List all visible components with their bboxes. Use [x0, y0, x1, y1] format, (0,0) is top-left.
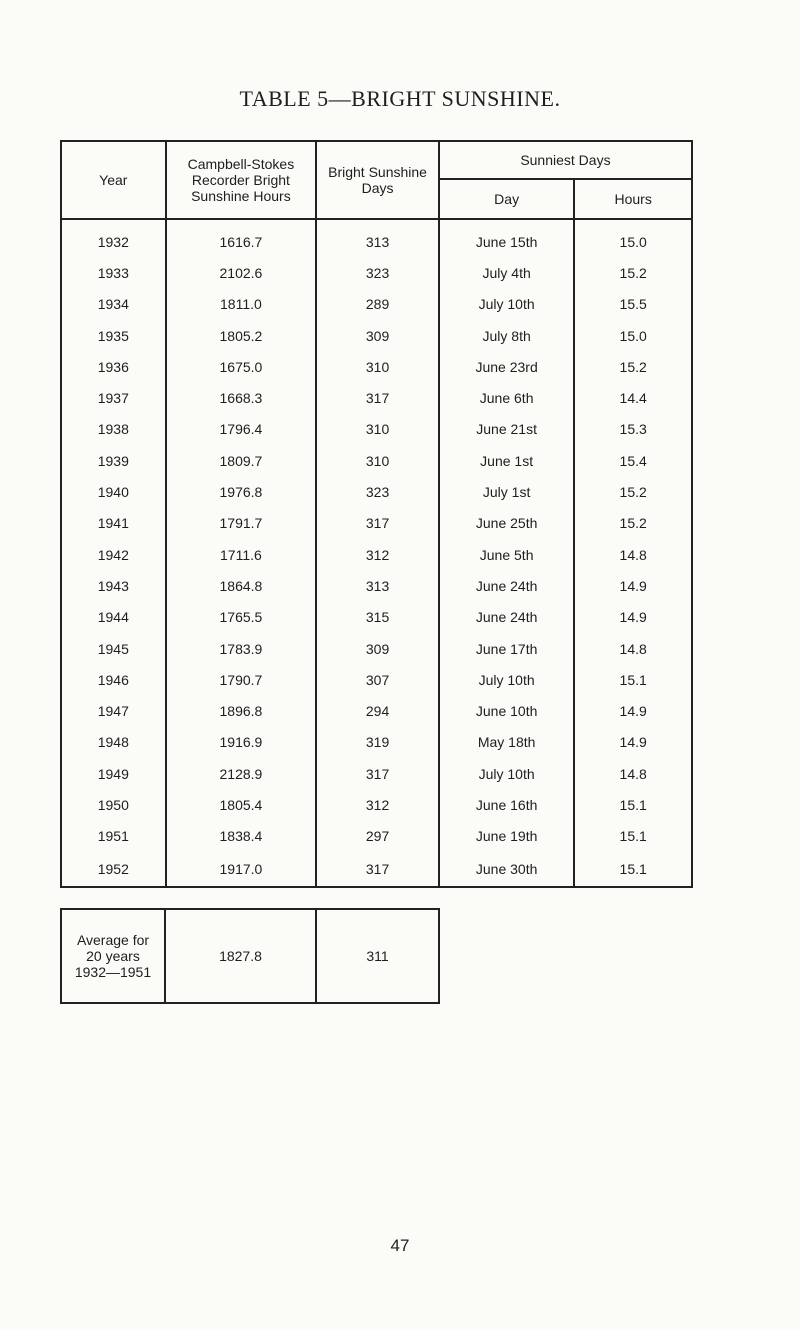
- cell-hours: 1896.8: [166, 695, 317, 726]
- cell-day: June 10th: [439, 695, 574, 726]
- cell-days: 307: [316, 664, 439, 695]
- cell-days: 289: [316, 289, 439, 320]
- cell-sun-hours: 15.1: [574, 821, 692, 852]
- cell-year: 1939: [61, 445, 166, 476]
- cell-year: 1941: [61, 508, 166, 539]
- cell-day: June 30th: [439, 852, 574, 887]
- header-sunshine-days: Bright Sunshine Days: [316, 141, 439, 219]
- cell-year: 1936: [61, 351, 166, 382]
- table-row: [61, 445, 692, 476]
- header-sunniest-days: Sunniest Days: [439, 141, 692, 179]
- cell-days: 297: [316, 821, 439, 852]
- cell-year: 1932: [61, 219, 166, 257]
- cell-hours: 1616.7: [166, 219, 317, 257]
- cell-day: June 24th: [439, 602, 574, 633]
- table-row: [61, 758, 692, 789]
- cell-year: 1938: [61, 414, 166, 445]
- header-hours: Hours: [574, 179, 692, 219]
- cell-days: 310: [316, 351, 439, 382]
- cell-sun-hours: 15.3: [574, 414, 692, 445]
- cell-sun-hours: 15.2: [574, 508, 692, 539]
- cell-hours: 1796.4: [166, 414, 317, 445]
- cell-hours: 1916.9: [166, 727, 317, 758]
- cell-days: 313: [316, 219, 439, 257]
- table-row: [61, 257, 692, 288]
- sunshine-table-wrapper: [60, 140, 693, 888]
- cell-hours: 1838.4: [166, 821, 317, 852]
- cell-year: 1947: [61, 695, 166, 726]
- average-label-line3: 1932—1951: [74, 964, 152, 980]
- cell-year: 1950: [61, 789, 166, 820]
- cell-sun-hours: 14.8: [574, 758, 692, 789]
- table-row: [61, 602, 692, 633]
- cell-days: 309: [316, 633, 439, 664]
- average-label: [61, 909, 165, 1003]
- cell-sun-hours: 15.0: [574, 219, 692, 257]
- cell-sun-hours: 14.9: [574, 570, 692, 601]
- cell-year: 1934: [61, 289, 166, 320]
- cell-hours: 1675.0: [166, 351, 317, 382]
- cell-day: June 6th: [439, 382, 574, 413]
- page-title: TABLE 5—BRIGHT SUNSHINE.: [239, 86, 561, 111]
- cell-hours: 1811.0: [166, 289, 317, 320]
- table-row: [61, 414, 692, 445]
- cell-day: June 17th: [439, 633, 574, 664]
- cell-sun-hours: 14.8: [574, 633, 692, 664]
- cell-year: 1933: [61, 257, 166, 288]
- table-body: [61, 219, 692, 887]
- cell-sun-hours: 14.8: [574, 539, 692, 570]
- table-row: [61, 821, 692, 852]
- cell-day: June 19th: [439, 821, 574, 852]
- cell-year: 1949: [61, 758, 166, 789]
- cell-sun-hours: 15.0: [574, 320, 692, 351]
- table-row: [61, 539, 692, 570]
- cell-day: June 25th: [439, 508, 574, 539]
- cell-year: 1935: [61, 320, 166, 351]
- cell-hours: 1765.5: [166, 602, 317, 633]
- table-row: [61, 508, 692, 539]
- cell-days: 317: [316, 758, 439, 789]
- average-table: [60, 908, 440, 1004]
- cell-day: June 23rd: [439, 351, 574, 382]
- cell-day: June 24th: [439, 570, 574, 601]
- cell-day: July 10th: [439, 758, 574, 789]
- cell-hours: 1791.7: [166, 508, 317, 539]
- cell-hours: 1790.7: [166, 664, 317, 695]
- header-recorder-hours: Campbell-Stokes Recorder Bright Sunshine Hours: [166, 141, 317, 219]
- table-row: [61, 219, 692, 257]
- table-row: [61, 633, 692, 664]
- cell-days: 317: [316, 382, 439, 413]
- cell-hours: 2102.6: [166, 257, 317, 288]
- sunshine-table: [60, 140, 693, 888]
- table-row: [61, 476, 692, 507]
- cell-sun-hours: 14.9: [574, 727, 692, 758]
- cell-sun-hours: 15.2: [574, 257, 692, 288]
- cell-sun-hours: 15.2: [574, 476, 692, 507]
- cell-year: 1943: [61, 570, 166, 601]
- cell-hours: 1805.4: [166, 789, 317, 820]
- cell-sun-hours: 15.4: [574, 445, 692, 476]
- cell-hours: 1805.2: [166, 320, 317, 351]
- cell-hours: 1711.6: [166, 539, 317, 570]
- cell-year: 1937: [61, 382, 166, 413]
- cell-hours: 1917.0: [166, 852, 317, 887]
- cell-day: May 18th: [439, 727, 574, 758]
- cell-days: 323: [316, 257, 439, 288]
- cell-year: 1946: [61, 664, 166, 695]
- cell-day: July 4th: [439, 257, 574, 288]
- cell-sun-hours: 15.2: [574, 351, 692, 382]
- cell-day: June 5th: [439, 539, 574, 570]
- cell-day: June 16th: [439, 789, 574, 820]
- cell-sun-hours: 15.1: [574, 852, 692, 887]
- cell-year: 1951: [61, 821, 166, 852]
- table-row: [61, 664, 692, 695]
- cell-year: 1940: [61, 476, 166, 507]
- cell-sun-hours: 14.9: [574, 602, 692, 633]
- table-row: [61, 570, 692, 601]
- cell-days: 317: [316, 852, 439, 887]
- cell-hours: 2128.9: [166, 758, 317, 789]
- table-row: [61, 852, 692, 887]
- table-row: [61, 320, 692, 351]
- cell-year: 1948: [61, 727, 166, 758]
- cell-year: 1945: [61, 633, 166, 664]
- cell-days: 309: [316, 320, 439, 351]
- cell-sun-hours: 14.9: [574, 695, 692, 726]
- cell-day: July 1st: [439, 476, 574, 507]
- cell-day: July 10th: [439, 664, 574, 695]
- cell-days: 315: [316, 602, 439, 633]
- cell-sun-hours: 15.5: [574, 289, 692, 320]
- cell-sun-hours: 14.4: [574, 382, 692, 413]
- average-hours: 1827.8: [165, 909, 316, 1003]
- average-label-line1: Average for: [76, 932, 150, 948]
- cell-day: July 8th: [439, 320, 574, 351]
- cell-days: 319: [316, 727, 439, 758]
- table-row: [61, 351, 692, 382]
- cell-days: 312: [316, 789, 439, 820]
- cell-year: 1952: [61, 852, 166, 887]
- table-row: [61, 289, 692, 320]
- cell-sun-hours: 15.1: [574, 664, 692, 695]
- table-row: [61, 727, 692, 758]
- cell-day: June 21st: [439, 414, 574, 445]
- cell-day: July 10th: [439, 289, 574, 320]
- cell-days: 310: [316, 414, 439, 445]
- cell-hours: 1864.8: [166, 570, 317, 601]
- cell-days: 312: [316, 539, 439, 570]
- cell-hours: 1809.7: [166, 445, 317, 476]
- cell-sun-hours: 15.1: [574, 789, 692, 820]
- cell-days: 313: [316, 570, 439, 601]
- cell-days: 323: [316, 476, 439, 507]
- table-row: [61, 695, 692, 726]
- cell-days: 317: [316, 508, 439, 539]
- cell-day: June 1st: [439, 445, 574, 476]
- cell-hours: 1783.9: [166, 633, 317, 664]
- average-label-line2: 20 years: [86, 948, 140, 964]
- average-days: 311: [316, 909, 439, 1003]
- header-day: Day: [439, 179, 574, 219]
- cell-year: 1942: [61, 539, 166, 570]
- cell-hours: 1976.8: [166, 476, 317, 507]
- cell-days: 294: [316, 695, 439, 726]
- cell-year: 1944: [61, 602, 166, 633]
- table-row: [61, 789, 692, 820]
- cell-days: 310: [316, 445, 439, 476]
- table-row: [61, 382, 692, 413]
- cell-day: June 15th: [439, 219, 574, 257]
- header-year: Year: [61, 141, 166, 219]
- cell-hours: 1668.3: [166, 382, 317, 413]
- page-number: 47: [390, 1236, 410, 1255]
